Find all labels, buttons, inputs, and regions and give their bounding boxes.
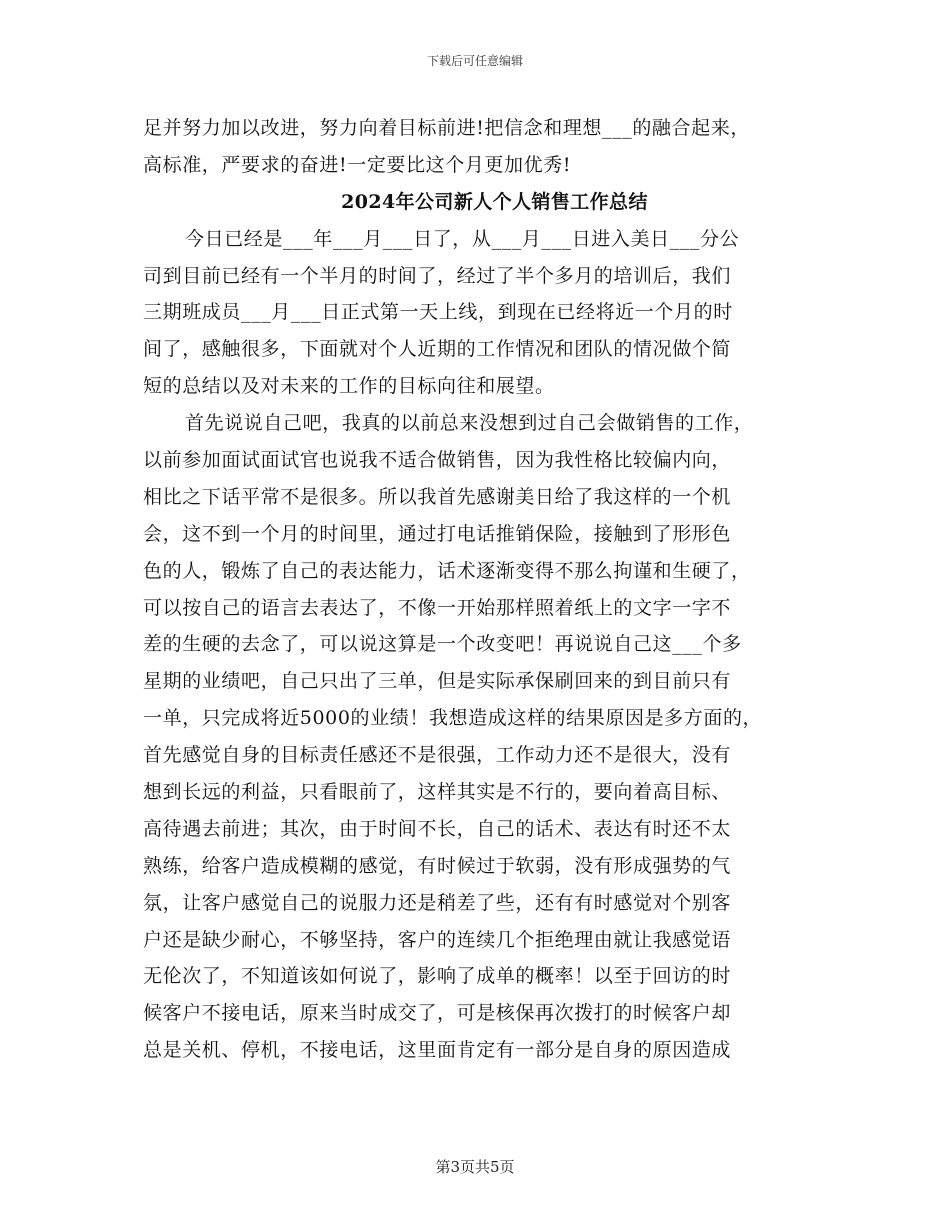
text-line: 熟练，给客户造成模糊的感觉，有时候过于软弱，没有形成强势的气	[143, 854, 732, 877]
text-line: 星期的业绩吧，自己只出了三单，但是实际承保刷回来的到目前只有	[143, 670, 732, 693]
text-line: 可以按自己的语言去表达了，不像一开始那样照着纸上的文字一字不	[143, 596, 732, 619]
text-line: 户还是缺少耐心，不够坚持，客户的连续几个拒绝理由就让我感觉语	[143, 928, 732, 951]
page-number: 第3页共5页	[435, 1158, 515, 1176]
paragraph-start-line: 首先说说自己吧，我真的以前总来没想到过自己会做销售的工作，	[185, 412, 754, 435]
text-line: 司到目前已经有一个半月的时间了，经过了半个多月的培训后，我们	[143, 264, 732, 287]
text-line: 候客户不接电话，原来当时成交了，可是核保再次拨打的时候客户却	[143, 1002, 732, 1025]
text-line: 首先感觉自身的目标责任感还不是很强，工作动力还不是很大，没有	[143, 744, 732, 767]
section-title: 2024年公司新人个人销售工作总结	[341, 190, 648, 213]
text-line: 无伦次了，不知道该如何说了，影响了成单的概率！以至于回访的时	[143, 965, 732, 988]
text-line: 总是关机、停机，不接电话，这里面肯定有一部分是自身的原因造成	[143, 1039, 732, 1062]
text-line: 氛，让客户感觉自己的说服力还是稍差了些，还有有时感觉对个别客	[143, 891, 732, 914]
text-line: 相比之下话平常不是很多。所以我首先感谢美日给了我这样的一个机	[143, 485, 732, 508]
text-line: 会，这不到一个月的时间里，通过打电话推销保险，接触到了形形色	[143, 522, 732, 545]
text-line: 一单，只完成将近5000的业绩！我想造成这样的结果原因是多方面的，	[143, 707, 763, 730]
text-line: 间了，感触很多，下面就对个人近期的工作情况和团队的情况做个简	[143, 338, 732, 361]
text-line: 足并努力加以改进，努力向着目标前进!把信念和理想___的融合起来，	[143, 117, 750, 139]
text-line: 差的生硬的去念了，可以说这算是一个改变吧！再说说自己这___个多	[143, 633, 742, 656]
paragraph-start-line: 今日已经是___年___月___日了，从___月___日进入美日___分公	[185, 227, 740, 250]
text-line: 以前参加面试面试官也说我不适合做销售，因为我性格比较偏内向，	[143, 449, 732, 472]
text-line: 高待遇去前进；其次，由于时间不长，自己的话术、表达有时还不太	[143, 817, 732, 840]
text-line: 色的人，锻炼了自己的表达能力，话术逐渐变得不那么拘谨和生硬了，	[143, 559, 751, 582]
document-body	[143, 110, 808, 1069]
text-line: 高标准，严要求的奋进!一定要比这个月更加优秀!	[143, 153, 572, 176]
text-line: 想到长远的利益，只看眼前了，这样其实是不行的，要向着高目标、	[143, 781, 732, 804]
header-note: 下载后可任意编辑	[426, 54, 523, 68]
text-line: 短的总结以及对未来的工作的目标向往和展望。	[143, 375, 555, 398]
text-line: 三期班成员___月___日正式第一天上线，到现在已经将近一个月的时	[143, 301, 733, 324]
